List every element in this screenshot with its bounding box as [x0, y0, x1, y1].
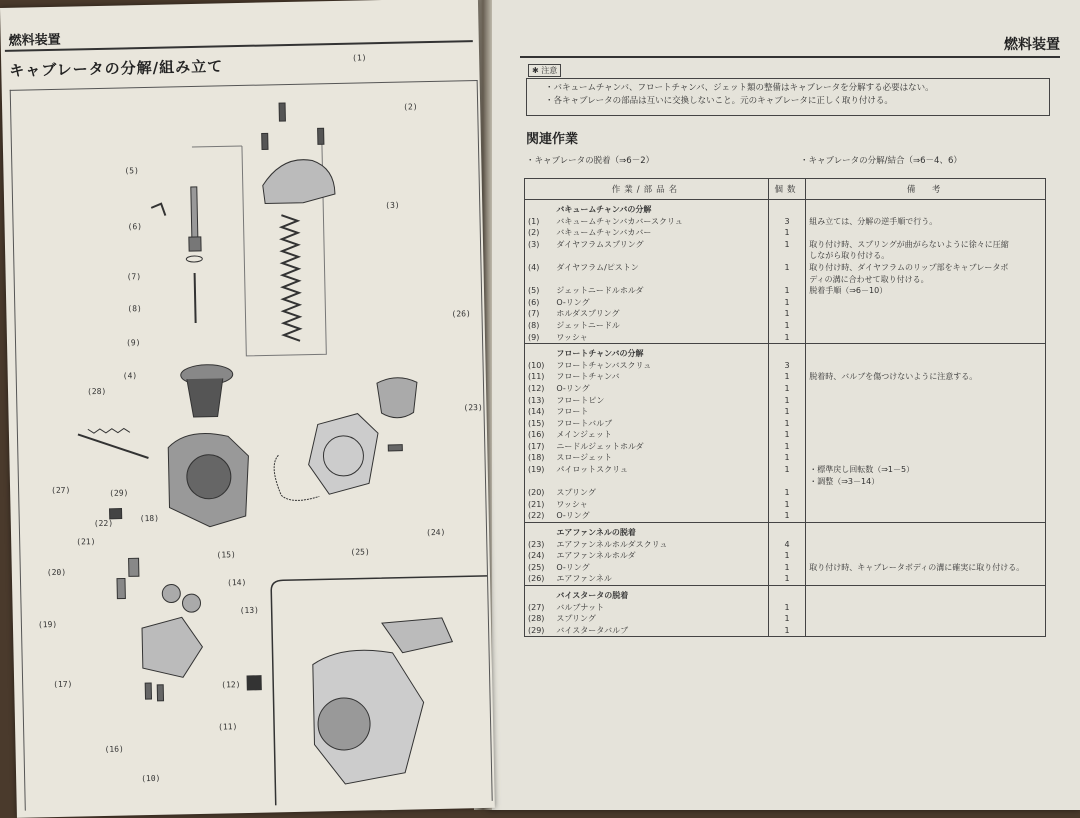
row-quantity: 1 [768, 441, 805, 453]
group-title: バイスタータの脱着 [553, 586, 768, 602]
row-quantity: 1 [768, 429, 805, 441]
row-quantity: 1 [768, 418, 805, 430]
row-remark: 脱着時、バルブを傷つけないように注意する。 [806, 371, 1046, 383]
callout-13: (13) [239, 605, 260, 616]
row-remark [806, 406, 1046, 418]
row-quantity: 1 [768, 562, 805, 574]
row-part-name: O-リング [553, 383, 768, 395]
group-spacer [525, 344, 554, 360]
row-part-name: バキュームチャンバカバースクリュ [553, 216, 768, 228]
row-number: (1) [525, 216, 554, 228]
row-number: (3) [525, 239, 554, 251]
row-remark [806, 383, 1046, 395]
row-remark [806, 308, 1046, 320]
group-qty-blank [768, 344, 805, 360]
table-row [525, 395, 1046, 407]
row-part-name: フロートバルブ [553, 418, 768, 430]
group-header-row [525, 523, 1046, 539]
row-part-name: ワッシャ [553, 332, 768, 344]
callout-11: (11) [218, 722, 238, 732]
callout-15: (15) [216, 550, 236, 560]
group-remark-blank [806, 523, 1046, 539]
right-section-heading: 燃料装置 [1004, 37, 1060, 53]
caution-label-text: 注意 [541, 66, 558, 75]
table-row [525, 360, 1046, 372]
table-row [525, 406, 1046, 418]
row-remark [806, 550, 1046, 562]
row-remark: 脱着手順（⇒6－10） [806, 285, 1046, 297]
row-remark [806, 332, 1046, 344]
row-quantity [768, 476, 805, 488]
group-header-row [525, 200, 1046, 216]
table-row [525, 383, 1046, 395]
group-title: エアファンネルの脱着 [553, 523, 768, 539]
table-row [525, 262, 1046, 274]
row-part-name: ワッシャ [553, 499, 768, 511]
callout-12: (12) [221, 680, 241, 690]
row-remark [806, 395, 1046, 407]
callout-16: (16) [104, 744, 124, 754]
table-row [525, 285, 1046, 297]
row-number: (25) [525, 562, 554, 574]
group-title: フロートチャンバの分解 [553, 344, 768, 360]
table-row [525, 464, 1046, 476]
callout-2: (2) [403, 102, 418, 112]
row-number: (24) [525, 550, 554, 562]
note-line-1: ・バキュームチャンバ、フロートチャンバ、ジェット類の整備はキャブレータを分解する必要はない。 [545, 83, 934, 93]
row-part-name: メインジェット [553, 429, 768, 441]
row-remark [806, 320, 1046, 332]
table-row [525, 250, 1046, 262]
row-part-name [553, 250, 768, 262]
row-number: (20) [525, 487, 554, 499]
row-quantity: 1 [768, 510, 805, 522]
work-parts-table [524, 178, 1046, 637]
row-number: (28) [525, 613, 554, 625]
row-quantity: 1 [768, 285, 805, 297]
caution-box [526, 78, 1050, 116]
carburetor-exploded-diagram [11, 81, 492, 811]
row-number: (22) [525, 510, 554, 522]
group-qty-blank [768, 523, 805, 539]
row-quantity [768, 274, 805, 286]
row-quantity: 1 [768, 227, 805, 239]
row-number: (2) [525, 227, 554, 239]
group-qty-blank [768, 586, 805, 602]
row-remark [806, 602, 1046, 614]
callout-21: (21) [76, 537, 96, 547]
table-row [525, 476, 1046, 488]
right-heading-rule [520, 56, 1060, 58]
callout-20: (20) [46, 567, 67, 578]
row-remark [806, 510, 1046, 522]
table-row [525, 562, 1046, 574]
row-part-name: O-リング [553, 510, 768, 522]
row-quantity: 1 [768, 499, 805, 511]
row-remark [806, 360, 1046, 372]
callout-24: (24) [425, 527, 446, 538]
row-number: (12) [525, 383, 554, 395]
header-work-part-name: 作業/部品名 [525, 179, 769, 200]
row-remark: ・標準戻し回転数（⇒1－5） [806, 464, 1046, 476]
callout-14: (14) [226, 577, 247, 588]
table-row [525, 216, 1046, 228]
table-row [525, 499, 1046, 511]
row-quantity: 1 [768, 406, 805, 418]
row-remark [806, 418, 1046, 430]
row-remark [806, 441, 1046, 453]
left-page-title: キャブレータの分解/組み立て [9, 57, 224, 80]
row-remark: 取り付け時、スプリングが曲がらないように徐々に圧縮 [806, 239, 1046, 251]
row-part-name: O-リング [553, 297, 768, 309]
row-number: (18) [525, 452, 554, 464]
row-number: (7) [525, 308, 554, 320]
row-number: (5) [525, 285, 554, 297]
row-part-name: パイロットスクリュ [553, 464, 768, 476]
row-quantity: 1 [768, 602, 805, 614]
row-part-name [553, 476, 768, 488]
right-page [488, 0, 1080, 810]
row-quantity: 1 [768, 395, 805, 407]
row-quantity: 1 [768, 487, 805, 499]
row-quantity: 1 [768, 332, 805, 344]
row-part-name: フロートチャンバ [553, 371, 768, 383]
table-row [525, 274, 1046, 286]
row-number: (13) [525, 395, 554, 407]
row-number: (23) [525, 539, 554, 551]
row-remark [806, 625, 1046, 637]
row-number: (26) [525, 573, 554, 585]
row-number: (16) [525, 429, 554, 441]
table-row [525, 418, 1046, 430]
row-part-name: エアファンネル [553, 573, 768, 585]
row-quantity: 1 [768, 262, 805, 274]
row-quantity: 1 [768, 239, 805, 251]
row-quantity: 1 [768, 452, 805, 464]
row-part-name: バキュームチャンバカバー [553, 227, 768, 239]
row-number [525, 476, 554, 488]
row-remark: ディの溝に合わせて取り付ける。 [806, 274, 1046, 286]
callout-23: (23) [463, 402, 483, 413]
table-row [525, 510, 1046, 522]
row-number [525, 274, 554, 286]
row-quantity: 1 [768, 297, 805, 309]
related-item-1: ・キャブレータの脱着（⇒6－2） [526, 156, 655, 166]
row-remark: 組み立ては、分解の逆手順で行う。 [806, 216, 1046, 228]
row-part-name: O-リング [553, 562, 768, 574]
row-part-name: ニードルジェットホルダ [553, 441, 768, 453]
row-remark [806, 297, 1046, 309]
table-row [525, 308, 1046, 320]
caution-label [528, 64, 561, 77]
row-quantity: 4 [768, 539, 805, 551]
row-remark: 取り付け時、キャブレータボディの溝に確実に取り付ける。 [806, 562, 1046, 574]
callout-17: (17) [53, 679, 73, 690]
row-remark: しながら取り付ける。 [806, 250, 1046, 262]
row-remark [806, 487, 1046, 499]
row-remark [806, 539, 1046, 551]
table-row [525, 227, 1046, 239]
row-quantity: 1 [768, 383, 805, 395]
row-part-name: エアファンネルホルダスクリュ [553, 539, 768, 551]
group-remark-blank [806, 344, 1046, 360]
row-number: (10) [525, 360, 554, 372]
row-part-name [553, 274, 768, 286]
callout-10: (10) [141, 773, 161, 784]
callout-4: (4) [122, 371, 138, 381]
callout-18: (18) [139, 513, 160, 524]
row-quantity: 1 [768, 573, 805, 585]
row-remark [806, 452, 1046, 464]
table-row [525, 297, 1046, 309]
row-part-name: フロートピン [553, 395, 768, 407]
row-part-name: ダイヤフラム/ピストン [553, 262, 768, 274]
left-section-heading: 燃料装置 [8, 32, 61, 49]
row-number: (14) [525, 406, 554, 418]
group-qty-blank [768, 200, 805, 216]
row-part-name: ダイヤフラムスプリング [553, 239, 768, 251]
header-remarks: 備 考 [806, 179, 1046, 200]
table-row [525, 429, 1046, 441]
row-part-name: フロートチャンバスクリュ [553, 360, 768, 372]
left-heading-rule [5, 40, 473, 52]
row-number: (19) [525, 464, 554, 476]
group-header-row [525, 586, 1046, 602]
callout-28: (28) [86, 386, 107, 397]
group-spacer [525, 523, 554, 539]
row-remark [806, 499, 1046, 511]
table-row [525, 452, 1046, 464]
table-row [525, 602, 1046, 614]
row-part-name: ホルダスプリング [553, 308, 768, 320]
row-quantity: 1 [768, 550, 805, 562]
row-number [525, 250, 554, 262]
table-row [525, 539, 1046, 551]
group-header-row [525, 344, 1046, 360]
callout-5: (5) [124, 166, 139, 176]
callout-8: (8) [127, 304, 142, 314]
row-remark [806, 613, 1046, 625]
row-number: (6) [525, 297, 554, 309]
callout-26: (26) [451, 309, 471, 319]
row-part-name: フロート [553, 406, 768, 418]
callout-6: (6) [127, 222, 143, 232]
callout-1: (1) [352, 53, 367, 63]
row-quantity: 1 [768, 320, 805, 332]
row-number: (8) [525, 320, 554, 332]
row-quantity [768, 250, 805, 262]
callout-22: (22) [93, 518, 114, 529]
row-quantity: 1 [768, 308, 805, 320]
left-page [0, 0, 495, 818]
row-number: (11) [525, 371, 554, 383]
callout-25: (25) [350, 547, 370, 557]
row-remark: ・調整（⇒3－14） [806, 476, 1046, 488]
row-number: (9) [525, 332, 554, 344]
caution-star-icon: ✱ [532, 66, 539, 75]
callout-27: (27) [51, 485, 71, 496]
row-part-name: バルブナット [553, 602, 768, 614]
callout-9: (9) [125, 338, 141, 348]
table-body [525, 200, 1046, 637]
table-row [525, 550, 1046, 562]
table-row [525, 573, 1046, 585]
callout-19: (19) [37, 619, 58, 630]
row-remark [806, 429, 1046, 441]
row-part-name: スプリング [553, 613, 768, 625]
related-work-title: 関連作業 [526, 132, 579, 147]
table-row [525, 371, 1046, 383]
row-part-name: バイスタータバルブ [553, 625, 768, 637]
row-part-name: ジェットニードルホルダ [553, 285, 768, 297]
callout-3: (3) [385, 200, 400, 210]
row-number: (15) [525, 418, 554, 430]
table-row [525, 613, 1046, 625]
note-line-2: ・各キャブレータの部品は互いに交換しないこと。元のキャブレータに正しく取り付ける。 [545, 96, 893, 106]
row-remark [806, 573, 1046, 585]
row-number: (21) [525, 499, 554, 511]
row-remark: 取り付け時、ダイヤフラムのリップ部をキャブレータボ [806, 262, 1046, 274]
row-quantity: 3 [768, 216, 805, 228]
table-row [525, 487, 1046, 499]
row-quantity: 3 [768, 360, 805, 372]
row-quantity: 1 [768, 613, 805, 625]
row-number: (17) [525, 441, 554, 453]
header-quantity: 個数 [768, 179, 805, 200]
group-remark-blank [806, 586, 1046, 602]
related-item-2: ・キャブレータの分解/結合（⇒6－4、6） [800, 156, 962, 166]
row-quantity: 1 [768, 371, 805, 383]
row-number: (29) [525, 625, 554, 637]
row-number: (27) [525, 602, 554, 614]
table-row [525, 625, 1046, 637]
row-remark [806, 227, 1046, 239]
group-spacer [525, 200, 554, 216]
table-row [525, 332, 1046, 344]
row-part-name: エアファンネルホルダ [553, 550, 768, 562]
callout-7: (7) [126, 272, 142, 282]
table-row [525, 320, 1046, 332]
table-row [525, 441, 1046, 453]
row-part-name: ジェットニードル [553, 320, 768, 332]
row-quantity: 1 [768, 625, 805, 637]
row-number: (4) [525, 262, 554, 274]
group-spacer [525, 586, 554, 602]
row-quantity: 1 [768, 464, 805, 476]
row-part-name: スロージェット [553, 452, 768, 464]
group-title: バキュームチャンバの分解 [553, 200, 768, 216]
group-remark-blank [806, 200, 1046, 216]
callout-29: (29) [109, 488, 129, 498]
table-row [525, 239, 1046, 251]
row-part-name: スプリング [553, 487, 768, 499]
